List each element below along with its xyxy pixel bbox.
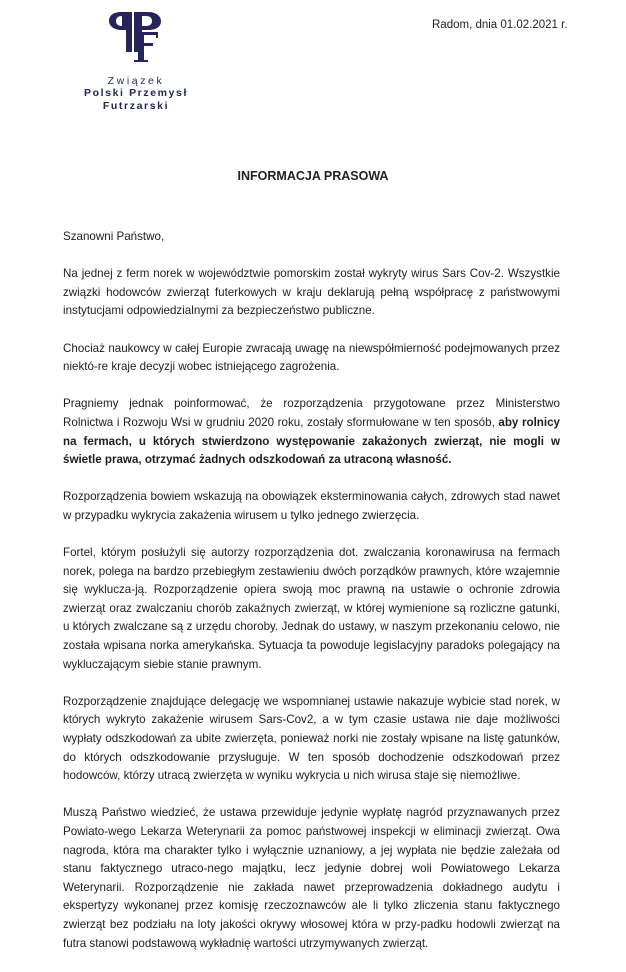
paragraph-3-text: Pragniemy jednak poinformować, że rozporządzenia przygotowane przez Ministerstwo Rolnictwa i Rozwoju Wsi w grudniu 2020 roku, zostały sformułowane w ten sposób,: [63, 397, 560, 429]
ppf-monogram-icon: [104, 8, 168, 70]
paragraph-1: Na jednej z ferm norek w województwie pomorskim został wykryty wirus Sars Cov-2. Wszystkie związki hodowców zwierząt futerkowych w kraju deklarują pełną współpracę z państwowymi instytucjami odpowiedzialnymi za bezpieczeństwo publiczne.: [63, 267, 560, 318]
document-title: INFORMACJA PRASOWA: [237, 169, 389, 183]
document-body: [63, 228, 560, 972]
document-date: Radom, dnia 01.02.2021 r.: [432, 19, 568, 31]
logo-line-3: Futrzarski: [102, 100, 170, 112]
paragraph-4: Rozporządzenia bowiem wskazują na obowiązek eksterminowania całych, zdrowych stad nawet w przypadku wykrycia zakażenia wirusem u tylko jednego zwierzęcia.: [63, 490, 560, 522]
paragraph-3-emphasis: aby rolnicy na fermach, u których stwierdzono występowanie zakażonych zwierząt, nie mogli w świetle prawa, otrzymać żadnych odszkodowań za utraconą własność.: [63, 415, 560, 467]
paragraph-3: [63, 395, 560, 469]
salutation: Szanowni Państwo,: [63, 230, 165, 243]
paragraph-2: Chociaż naukowcy w całej Europie zwracają uwagę na niewspółmierność podejmowanych przez niektó-re kraje decyzji wobec istniejącego zagrożenia.: [63, 341, 560, 374]
paragraph-7: Muszą Państwo wiedzieć, że ustawa przewiduje jedynie wypłatę nagród przyznawanych przez Powiato-wego Lekarza Weterynarii za pomoc państwowej inspekcji w eliminacji zwierząt. Owa nagroda, która ma charakter tylko i wyłącznie uznaniowy, a jej wypłata nie będzie zależała od stanu faktycznego utraco-nego majątku, lecz jedynie dobrej woli Powiatowego Lekarza Weterynarii. Rozporządzenie nie zakłada nawet przeprowadzenia dokładnego audytu i ekspertyzy wykonanej przez komisję rzeczoznawców ale li tylko zliczenia stanu faktycznego zwierząt bez podziału na loty jakości okrywy włosowej która w przy-padku hodowli zwierząt na futra stanowi podstawową wykładnię wartości utrzymywanych zwierząt.: [63, 806, 560, 950]
organization-logo: [66, 8, 206, 113]
paragraph-5: Fortel, którym posłużyli się autorzy rozporządzenia dot. zwalczania koronawirusa na fermach norek, polega na bardzo przebiegłym zestawieniu dwóch porządków prawnych, które wzajemnie się wyklucza-ją. Rozporządzenie opiera swoją moc prawną na ustawie o ochronie zdrowia zwierząt oraz zwalczaniu chorób zakaźnych zwierząt, w której wymienione są rozliczne gatunki, u których zwalczane są z urzędu choroby. Jednak do ustawy, w naszym przekonaniu celowo, nie została wpisana norka amerykańska. Sytuacja ta powoduje legislacyjny paradoks polegający na wykluczającym siebie stanie prawnym.: [63, 546, 560, 671]
paragraph-6: Rozporządzenie znajdujące delegację we wspomnianej ustawie nakazuje wybicie stad norek, w których wykryto zakażenie wirusem Sars-Cov2, a w tym czasie ustawa nie daje możliwości wypłaty odszkodowań za ubite zwierzęta, ponieważ norki nie zostały wpisane na listę gatunków, do których odszkodowanie przysługuje. W ten sposób dochodzenie odszkodowań przez hodowców, którzy utracą zwierzęta w wyniku wykrycia u nich wirusa staje się niemożliwe.: [63, 694, 560, 783]
logo-line-1: Związek: [107, 75, 165, 87]
logo-line-2: Polski Przemysł: [84, 87, 188, 99]
